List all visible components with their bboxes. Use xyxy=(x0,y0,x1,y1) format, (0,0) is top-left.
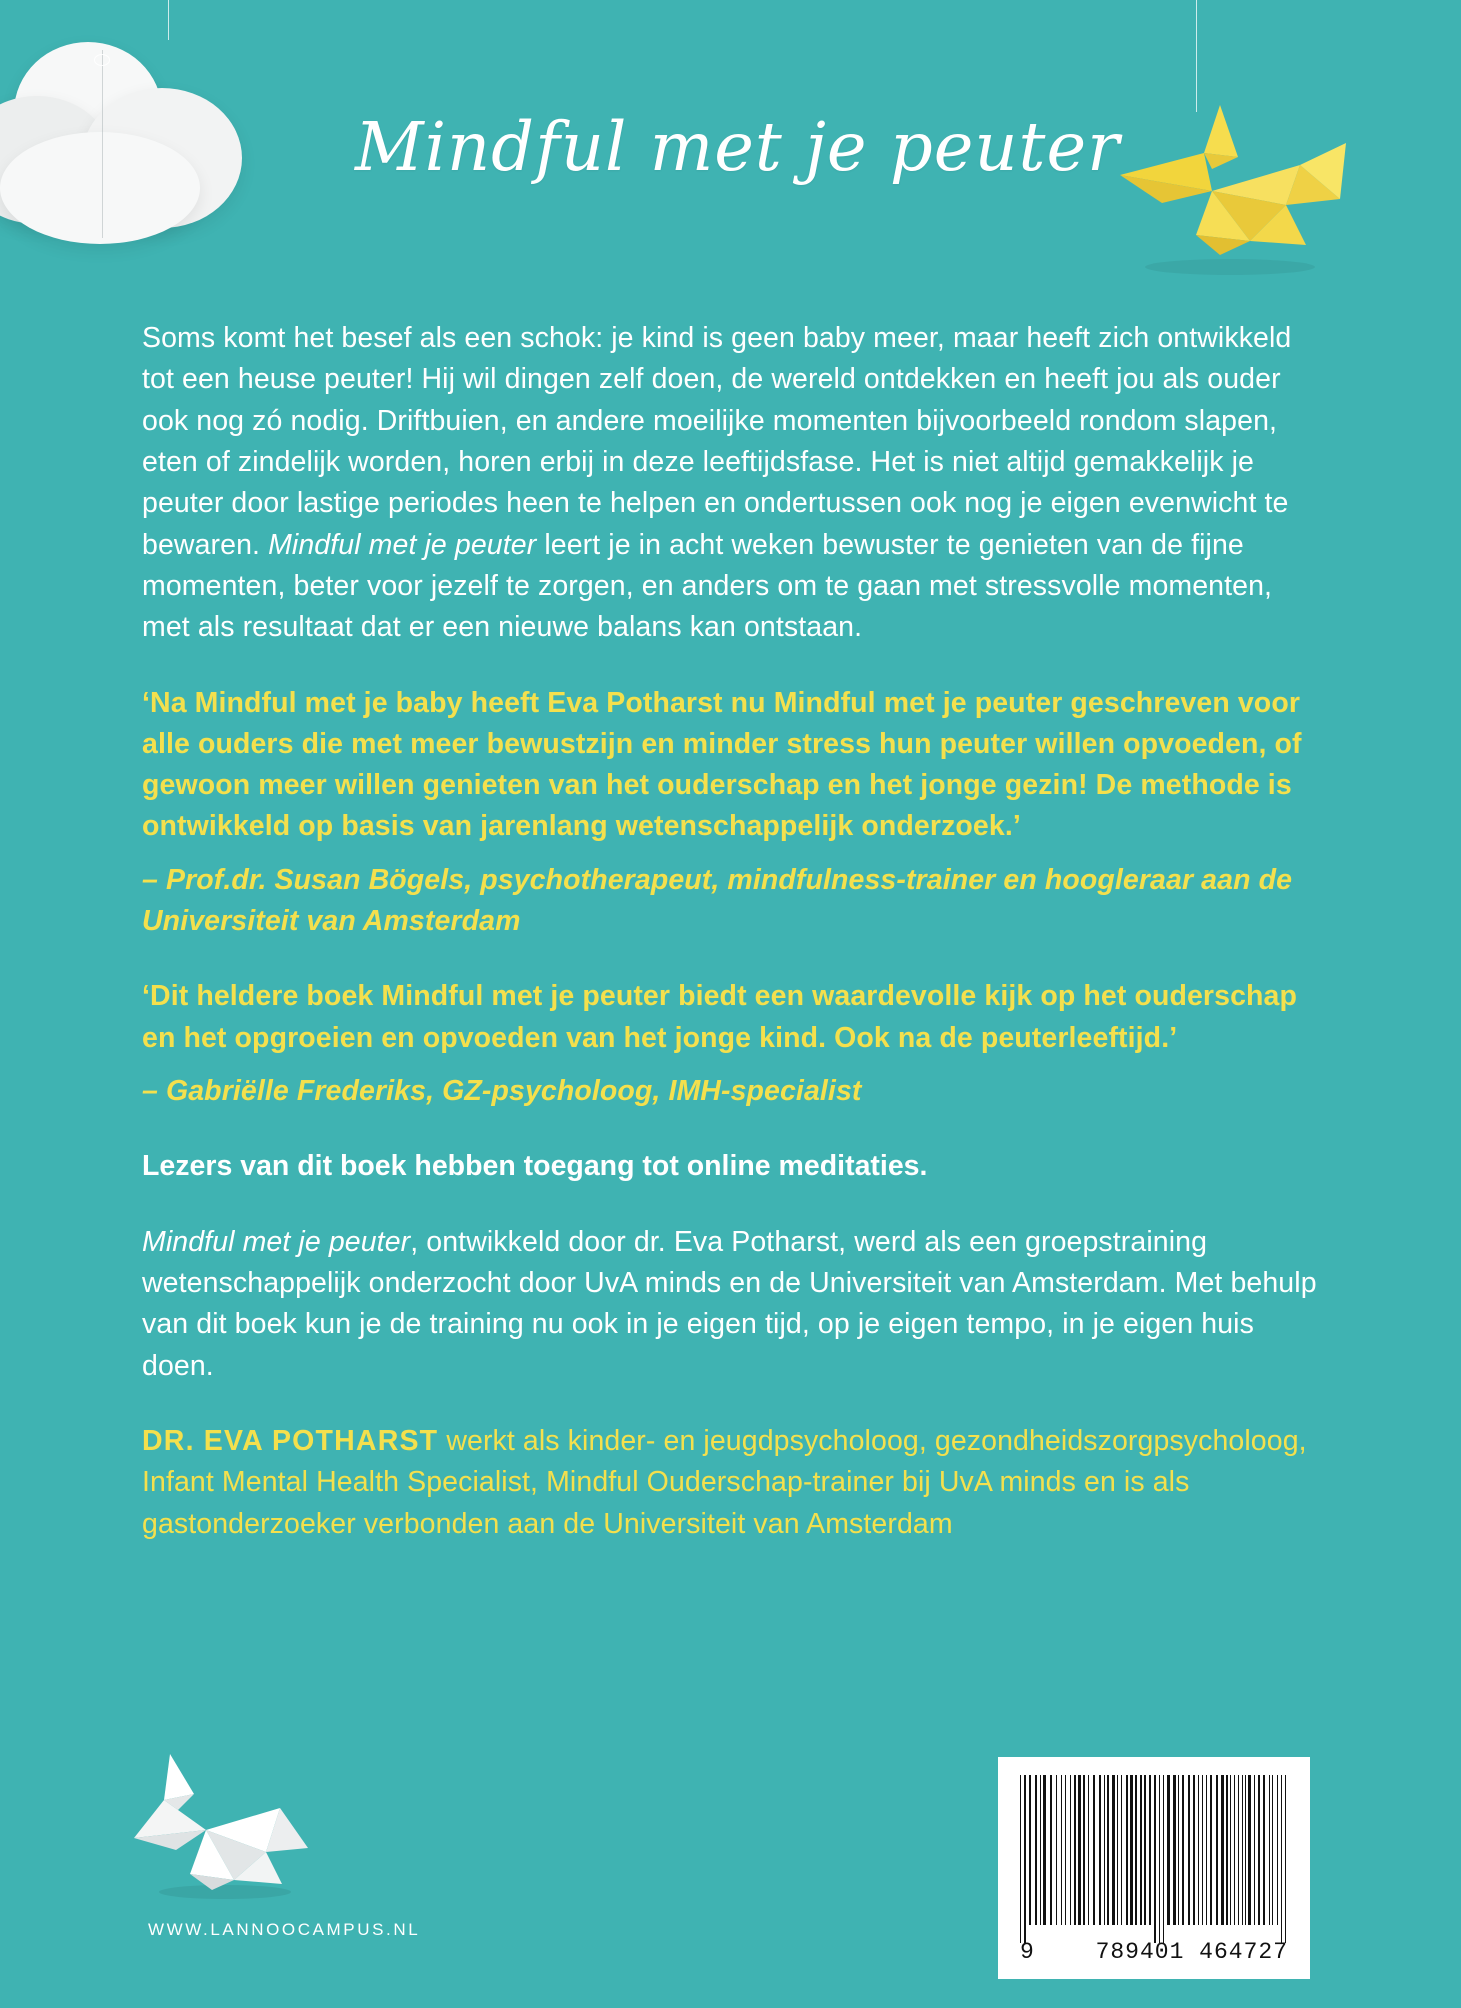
cloud-lantern-icon xyxy=(0,22,292,272)
barcode-digits-main: 789401 464727 xyxy=(1095,1939,1288,1965)
barcode-bar xyxy=(1206,1775,1207,1925)
author-name: DR. EVA POTHARST xyxy=(142,1424,439,1457)
barcode-gap xyxy=(1287,1775,1288,1776)
barcode-bar xyxy=(1083,1775,1084,1925)
barcode-bar xyxy=(1277,1775,1278,1925)
barcode-bar xyxy=(1173,1775,1175,1925)
cloud-hook xyxy=(94,54,110,66)
quote-1-attribution: – Prof.dr. Susan Bögels, psychotherapeut, mindfulness-trainer en hoogleraar aan de Universiteit van Amsterdam xyxy=(142,863,1293,938)
barcode-bar xyxy=(1035,1775,1037,1925)
method-paragraph xyxy=(142,1222,1322,1387)
barcode-bar xyxy=(1254,1775,1255,1925)
barcode-bar xyxy=(1221,1775,1223,1925)
intro-paragraph xyxy=(142,318,1322,649)
barcode-bar xyxy=(1144,1775,1145,1925)
cloud-seam xyxy=(102,50,103,238)
barcode-bar xyxy=(1043,1775,1045,1925)
barcode-digit-left: 9 xyxy=(1020,1939,1035,1965)
barcode-bar xyxy=(1024,1775,1025,1943)
barcode-bar xyxy=(1130,1775,1132,1925)
barcode-bar xyxy=(1238,1775,1239,1925)
barcode-bar xyxy=(1088,1775,1089,1925)
barcode-bar xyxy=(1230,1775,1231,1925)
barcode-bar xyxy=(1154,1775,1156,1943)
barcode-bar xyxy=(1182,1775,1184,1925)
quote-2-text: ‘Dit heldere boek Mindful met je peuter biedt een waardevolle kijk op het ouderschap en het opgroeien en opvoeden van het jonge kind. Ook na de peuterleeftijd.’ xyxy=(142,980,1297,1054)
barcode-bar xyxy=(1117,1775,1118,1925)
barcode-bars xyxy=(1020,1775,1288,1925)
barcode-bar xyxy=(1104,1775,1105,1925)
barcode-bar xyxy=(1216,1775,1218,1925)
barcode-bar xyxy=(1272,1775,1273,1925)
author-bio xyxy=(142,1421,1322,1545)
barcode-bar xyxy=(1188,1775,1190,1925)
cloud-blob xyxy=(0,132,200,244)
barcode-bar xyxy=(1210,1775,1212,1925)
intro-text: Soms komt het besef als een schok: je kind is geen baby meer, maar heeft zich ontwikkeld tot een heuse peuter! Hij wil dingen zelf doen, de wereld ontdekken en heeft jou als ouder ook nog zó nodig. Driftbuien, en andere moeilijke momenten bijvoorbeeld rondom slapen, eten of zindelijk worden, horen erbij in deze leeftijdsfase. Het is niet altijd gemakkelijk je peuter door lastige periodes heen te helpen en ondertussen ook nog je eigen evenwicht te bewaren. xyxy=(142,322,1292,561)
barcode-bar xyxy=(1263,1775,1265,1925)
barcode-bar xyxy=(1193,1775,1195,1925)
method-text-rest: , ontwikkeld door dr. Eva Potharst, werd als een groepstraining wetenschappelijk onderzocht door UvA minds en de Universiteit van Amsterdam. Met behulp van dit boek kun je de training nu ook in je eigen tijd, op je eigen tempo, in je eigen huis doen. xyxy=(142,1225,1317,1382)
barcode-bar xyxy=(1126,1775,1128,1925)
barcode-bar xyxy=(1061,1775,1063,1925)
barcode-bar xyxy=(1107,1775,1108,1925)
barcode-bar xyxy=(1281,1775,1282,1943)
barcode-bar xyxy=(1226,1775,1227,1925)
barcode-bar xyxy=(1159,1775,1160,1943)
intro-title-italic: Mindful met je peuter xyxy=(268,528,537,561)
barcode-bar xyxy=(1029,1775,1031,1925)
barcode-bar xyxy=(1285,1775,1286,1943)
barcode-bar xyxy=(1149,1775,1151,1925)
barcode-bar xyxy=(1245,1775,1246,1925)
barcode-bar xyxy=(1099,1775,1101,1925)
origami-crane-white-icon xyxy=(130,1750,320,1900)
barcode-bar xyxy=(1135,1775,1137,1925)
barcode-bar xyxy=(1242,1775,1243,1925)
barcode-bar xyxy=(1167,1775,1169,1925)
online-meditations-note: Lezers van dit boek hebben toegang tot online meditaties. xyxy=(142,1150,928,1183)
barcode-bar xyxy=(1202,1775,1203,1925)
barcode-bar xyxy=(1070,1775,1071,1925)
author-bio-text: werkt als kinder- en jeugdpsycholoog, gezondheidszorgpsycholoog, Infant Mental Health Specialist, Mindful Ouderschap-trainer bij UvA minds en is als gastonderzoeker verbonden aan de Universiteit van Amsterdam xyxy=(142,1424,1307,1540)
barcode-bar xyxy=(1234,1775,1235,1925)
barcode-bar xyxy=(1050,1775,1052,1925)
barcode-bar xyxy=(1056,1775,1058,1925)
barcode-bar xyxy=(1121,1775,1122,1925)
barcode-bar xyxy=(1163,1775,1164,1943)
quote-1-text: ‘Na Mindful met je baby heeft Eva Potharst nu Mindful met je peuter geschreven voor alle ouders die met meer bewustzijn en minder stress hun peuter willen opvoeden, of gewoon meer willen genieten van het ouderschap en het jonge gezin! De methode is ontwikkeld op basis van jarenlang wetenschappelijk onderzoek.’ xyxy=(142,686,1302,843)
intro-text-rest: leert je in acht weken bewuster te genieten van de fijne momenten, beter voor jezelf te zorgen, en anders om te gaan met stressvolle momenten, met als resultaat dat er een nieuwe balans kan ontstaan. xyxy=(142,528,1273,644)
barcode-bar xyxy=(1040,1775,1041,1925)
page-title: Mindful met je peuter xyxy=(355,108,1121,186)
barcode-bar xyxy=(1065,1775,1066,1925)
barcode-digits xyxy=(1020,1939,1288,1965)
barcode-bar xyxy=(1093,1775,1095,1925)
barcode-bar xyxy=(1248,1775,1250,1925)
quote-2-attribution: – Gabriëlle Frederiks, GZ-psycholoog, IMH-specialist xyxy=(142,1075,862,1107)
method-title-italic: Mindful met je peuter xyxy=(142,1225,411,1258)
barcode-bar xyxy=(1112,1775,1114,1925)
barcode-bar xyxy=(1198,1775,1199,1925)
barcode-bar xyxy=(1258,1775,1260,1925)
barcode-bar xyxy=(1178,1775,1179,1925)
cover-text-content xyxy=(142,318,1322,1545)
barcode-icon xyxy=(998,1757,1310,1979)
barcode-bar xyxy=(1074,1775,1076,1925)
barcode-bar xyxy=(1269,1775,1270,1925)
barcode-bar xyxy=(1078,1775,1080,1925)
barcode-bar xyxy=(1140,1775,1142,1925)
barcode-bar xyxy=(1020,1775,1021,1943)
website-url: WWW.LANNOOCAMPUS.NL xyxy=(148,1920,421,1939)
